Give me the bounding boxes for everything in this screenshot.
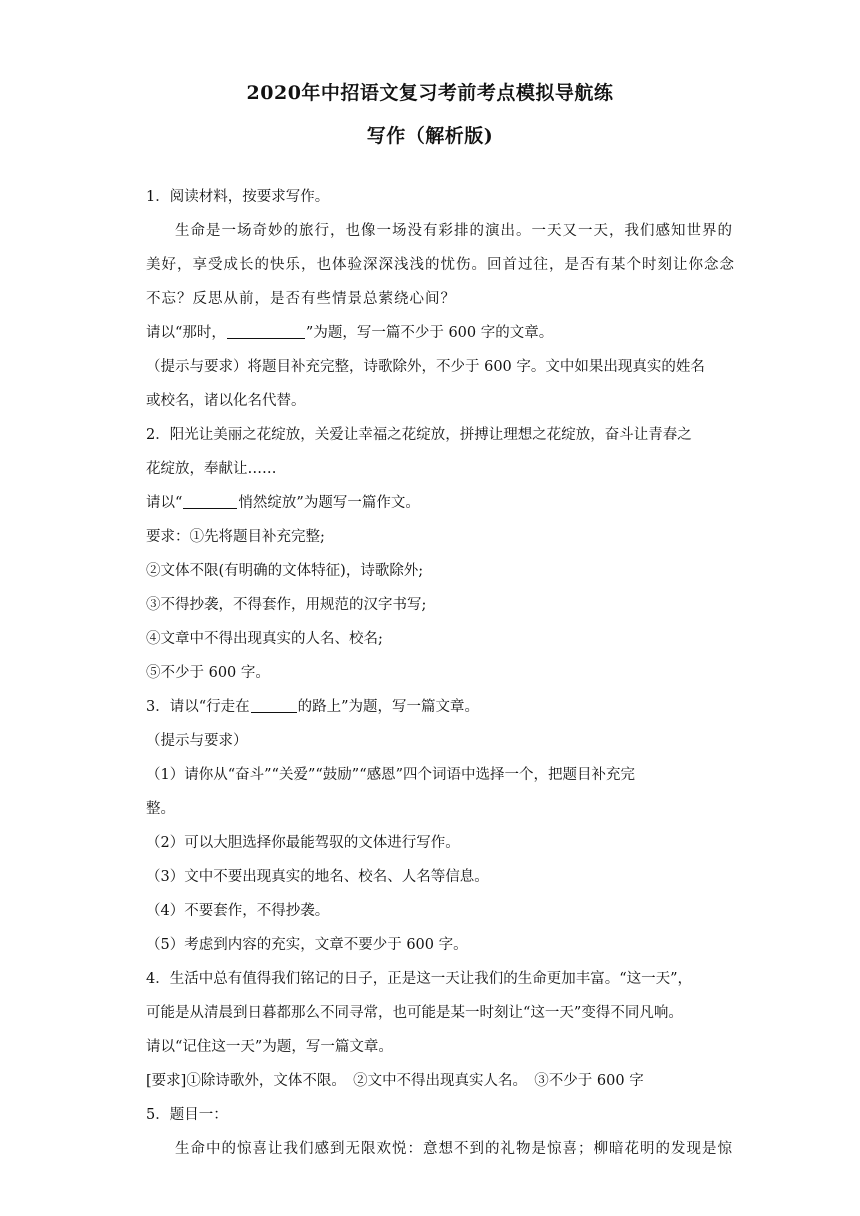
q1-title-blank [227, 324, 305, 340]
q2-stem-line-1: 2．阳光让美丽之花绽放，关爱让幸福之花绽放，拼搏让理想之花绽放，奋斗让青春之 [146, 427, 692, 443]
q3-tip-5: （5）考虑到内容的充实，文章不要少于 600 字。 [146, 937, 468, 953]
q3-prompt-after: 的路上”为题，写一篇文章。 [297, 699, 480, 715]
q3-tip-4: （4）不要套作，不得抄袭。 [146, 903, 330, 919]
q2-stem-line-2: 花绽放，奉献让…… [146, 461, 277, 477]
q2-requirement-5: ⑤不少于 600 字。 [146, 665, 270, 681]
q2-prompt-before: 请以“ [146, 495, 183, 511]
document-subtitle: 写作（解析版) [366, 125, 494, 147]
q1-material-line-3: 不忘？反思从前，是否有些情景总萦绕心间？ [146, 291, 456, 307]
q3-tip-2: （2）可以大胆选择你最能驾驭的文体进行写作。 [146, 835, 460, 851]
q2-requirement-2: ②文体不限(有明确的文体特征)，诗歌除外; [146, 563, 424, 579]
q2-requirement-1: 要求：①先将题目补充完整; [146, 529, 325, 545]
q1-stem: 1．阅读材料，按要求写作。 [146, 189, 330, 205]
q1-material-line-1: 生命是一场奇妙的旅行，也像一场没有彩排的演出。一天又一天，我们感知世界的 [175, 223, 733, 239]
q1-prompt-after: ”为题，写一篇不少于 600 字的文章。 [305, 325, 554, 341]
q3-prompt [146, 695, 726, 716]
q1-tips-line-2: 或校名，诸以化名代替。 [146, 393, 306, 409]
q3-tips-heading: （提示与要求） [146, 733, 248, 749]
q5-material-line-1: 生命中的惊喜让我们感到无限欢悦：意想不到的礼物是惊喜；柳暗花明的发现是惊 [175, 1141, 733, 1157]
q2-prompt-after: 悄然绽放”为题写一篇作文。 [238, 495, 420, 511]
q4-requirements: [要求]①除诗歌外，文体不限。 ②文中不得出现真实人名。 ③不少于 600 字 [146, 1073, 644, 1089]
document-title: 2020年中招语文复习考前考点模拟导航练 [246, 82, 614, 104]
q4-stem-line-1: 4．生活中总有值得我们铭记的日子，正是这一天让我们的生命更加丰富。“这一天”， [146, 971, 693, 987]
q2-requirement-4: ④文章中不得出现真实的人名、校名; [146, 631, 383, 647]
q4-stem-line-2: 可能是从清晨到日暮都那么不同寻常，也可能是某一时刻让“这一天”变得不同凡响。 [146, 1005, 683, 1021]
q2-prompt [146, 491, 726, 512]
q1-material-line-2: 美好，享受成长的快乐，也体验深深浅浅的忧伤。回首过往，是否有某个时刻让你念念 [146, 257, 735, 273]
q3-tip-3: （3）文中不要出现真实的地名、校名、人名等信息。 [146, 869, 489, 885]
q1-prompt-before: 请以“那时， [146, 325, 226, 341]
q3-tip-1-line-1: （1）请你从“奋斗”“关爱”“鼓励”“感恩”四个词语中选择一个，把题目补充完 [146, 767, 636, 783]
q2-requirement-3: ③不得抄袭，不得套作，用规范的汉字书写; [146, 597, 427, 613]
q1-tips-line-1: （提示与要求）将题目补充完整，诗歌除外，不少于 600 字。文中如果出现真实的姓名 [146, 359, 705, 375]
q3-tip-1-line-2: 整。 [146, 801, 175, 817]
q5-stem: 5．题目一： [146, 1107, 228, 1123]
q4-prompt: 请以“记住这一天”为题，写一篇文章。 [146, 1039, 393, 1055]
q1-prompt [146, 321, 726, 342]
q3-prompt-before: 3．请以“行走在 [146, 699, 250, 715]
q2-title-blank [183, 494, 237, 510]
q3-title-blank [251, 698, 297, 714]
